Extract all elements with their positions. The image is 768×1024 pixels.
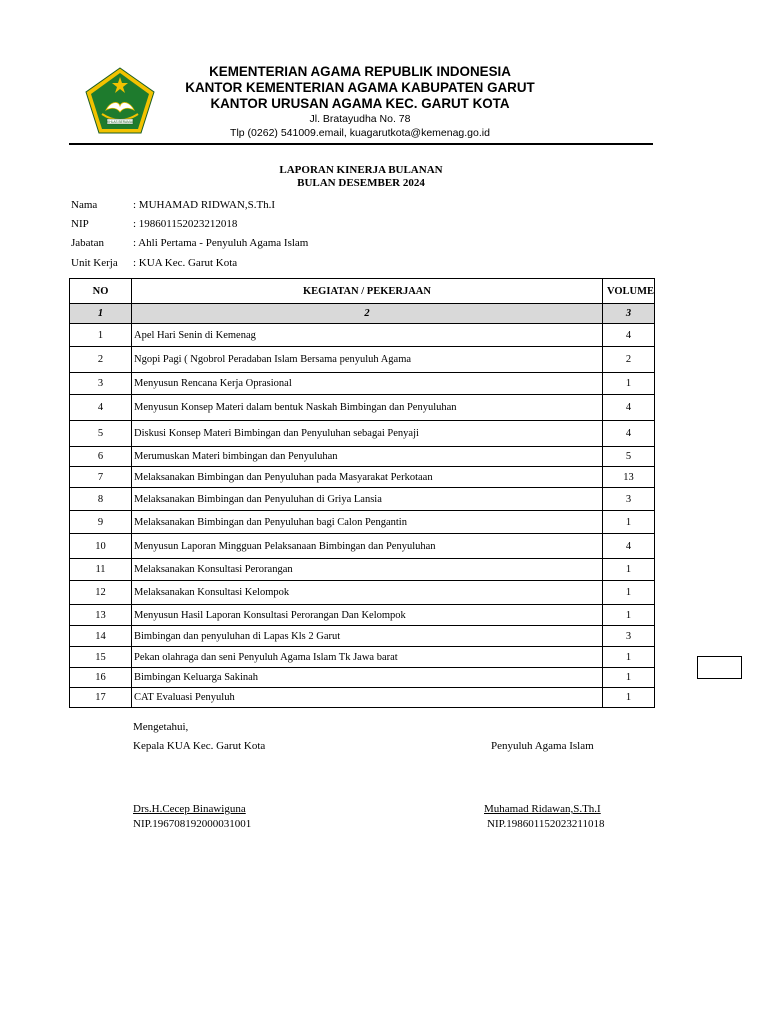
table-row — [70, 347, 655, 373]
row-no: 6 — [70, 447, 132, 467]
identity-value: : Ahli Pertama - Penyuluh Agama Islam — [133, 237, 309, 249]
identity-label: Unit Kerja — [71, 257, 118, 269]
row-volume: 1 — [603, 668, 655, 688]
identity-label: NIP — [71, 218, 89, 230]
row-volume: 2 — [603, 347, 655, 373]
row-kegiatan: Bimbingan Keluarga Sakinah — [132, 668, 603, 688]
logo-caption: IKHLAS BERAMAL — [106, 120, 134, 124]
row-volume: 4 — [603, 324, 655, 347]
row-kegiatan: Menyusun Konsep Materi dalam bentuk Naskah Bimbingan dan Penyuluhan — [132, 395, 603, 421]
row-volume: 5 — [603, 447, 655, 467]
row-no: 5 — [70, 421, 132, 447]
header-volume: VOLUME — [603, 279, 655, 304]
row-volume: 1 — [603, 581, 655, 605]
letterhead — [160, 64, 560, 140]
row-kegiatan: CAT Evaluasi Penyuluh — [132, 688, 603, 708]
right-signatory-role: Penyuluh Agama Islam — [491, 740, 594, 752]
identity-value: : KUA Kec. Garut Kota — [133, 257, 238, 269]
row-volume: 1 — [603, 373, 655, 395]
empty-cell — [697, 656, 742, 679]
row-kegiatan: Apel Hari Senin di Kemenag — [132, 324, 603, 347]
row-no: 1 — [70, 324, 132, 347]
header-no: NO — [70, 279, 132, 304]
report-period: BULAN DESEMBER 2024 — [297, 177, 425, 189]
row-no: 7 — [70, 467, 132, 488]
row-no: 4 — [70, 395, 132, 421]
row-kegiatan: Menyusun Hasil Laporan Konsultasi Perorangan Dan Kelompok — [132, 605, 603, 626]
row-no: 9 — [70, 511, 132, 534]
identity-value: : 198601152023212018 — [133, 218, 238, 230]
table-row — [70, 534, 655, 559]
row-no: 12 — [70, 581, 132, 605]
header-kegiatan: KEGIATAN / PEKERJAAN — [132, 279, 603, 304]
row-volume: 3 — [603, 488, 655, 511]
office-address: Jl. Bratayudha No. 78 — [309, 113, 411, 125]
table-row — [70, 421, 655, 447]
row-no: 3 — [70, 373, 132, 395]
column-number: 3 — [603, 304, 655, 324]
right-signatory-nip: NIP.198601152023211018 — [487, 818, 605, 830]
table-row — [70, 581, 655, 605]
row-volume: 4 — [603, 395, 655, 421]
row-volume: 1 — [603, 605, 655, 626]
table-row — [70, 626, 655, 647]
identity-value: : MUHAMAD RIDWAN,S.Th.I — [133, 199, 276, 211]
row-no: 10 — [70, 534, 132, 559]
row-kegiatan: Menyusun Rencana Kerja Oprasional — [132, 373, 603, 395]
row-volume: 13 — [603, 467, 655, 488]
table-row — [70, 668, 655, 688]
row-no: 14 — [70, 626, 132, 647]
row-kegiatan: Bimbingan dan penyuluhan di Lapas Kls 2 Garut — [132, 626, 603, 647]
identity-label: Jabatan — [71, 237, 104, 249]
row-no: 16 — [70, 668, 132, 688]
table-row — [70, 647, 655, 668]
left-signatory-name: Drs.H.Cecep Binawiguna — [133, 803, 246, 815]
kua-office: KANTOR URUSAN AGAMA KEC. GARUT KOTA — [210, 96, 510, 111]
left-signatory-nip: NIP.196708192000031001 — [133, 818, 252, 830]
table-row — [70, 324, 655, 347]
row-volume: 1 — [603, 511, 655, 534]
table-header-row — [70, 279, 655, 304]
table-row — [70, 488, 655, 511]
identity-label: Nama — [71, 199, 98, 211]
row-kegiatan: Diskusi Konsep Materi Bimbingan dan Penyuluhan sebagai Penyaji — [132, 421, 603, 447]
row-kegiatan: Melaksanakan Konsultasi Kelompok — [132, 581, 603, 605]
row-kegiatan: Melaksanakan Bimbingan dan Penyuluhan bagi Calon Pengantin — [132, 511, 603, 534]
column-number: 2 — [132, 304, 603, 324]
acknowledged-label: Mengetahui, — [133, 721, 189, 733]
row-kegiatan: Menyusun Laporan Mingguan Pelaksanaan Bimbingan dan Penyuluhan — [132, 534, 603, 559]
ministry-name: KEMENTERIAN AGAMA REPUBLIK INDONESIA — [209, 64, 511, 79]
table-row — [70, 688, 655, 708]
row-volume: 4 — [603, 421, 655, 447]
table-row — [70, 373, 655, 395]
row-no: 17 — [70, 688, 132, 708]
row-kegiatan: Melaksanakan Konsultasi Perorangan — [132, 559, 603, 581]
row-no: 13 — [70, 605, 132, 626]
kemenag-logo — [84, 66, 156, 136]
row-kegiatan: Melaksanakan Bimbingan dan Penyuluhan di Griya Lansia — [132, 488, 603, 511]
table-row — [70, 467, 655, 488]
table-row — [70, 395, 655, 421]
row-kegiatan: Melaksanakan Bimbingan dan Penyuluhan pada Masyarakat Perkotaan — [132, 467, 603, 488]
regency-office: KANTOR KEMENTERIAN AGAMA KABUPATEN GARUT — [185, 80, 535, 95]
row-kegiatan: Pekan olahraga dan seni Penyuluh Agama Islam Tk Jawa barat — [132, 647, 603, 668]
table-row — [70, 605, 655, 626]
right-signatory-name: Muhamad Ridawan,S.Th.I — [484, 803, 601, 815]
report-title: LAPORAN KINERJA BULANAN — [279, 164, 443, 176]
row-kegiatan: Ngopi Pagi ( Ngobrol Peradaban Islam Bersama penyuluh Agama — [132, 347, 603, 373]
row-volume: 4 — [603, 534, 655, 559]
column-number-row — [70, 304, 655, 324]
row-no: 8 — [70, 488, 132, 511]
table-row — [70, 447, 655, 467]
column-number: 1 — [70, 304, 132, 324]
activity-table — [69, 278, 655, 708]
left-signatory-role: Kepala KUA Kec. Garut Kota — [133, 740, 266, 752]
table-row — [70, 511, 655, 534]
row-volume: 1 — [603, 647, 655, 668]
row-volume: 3 — [603, 626, 655, 647]
office-contact: Tlp (0262) 541009.email, kuagarutkota@kemenag.go.id — [230, 127, 490, 139]
row-no: 2 — [70, 347, 132, 373]
row-volume: 1 — [603, 688, 655, 708]
row-no: 15 — [70, 647, 132, 668]
letterhead-divider — [69, 143, 653, 145]
row-volume: 1 — [603, 559, 655, 581]
table-row — [70, 559, 655, 581]
row-no: 11 — [70, 559, 132, 581]
row-kegiatan: Merumuskan Materi bimbingan dan Penyuluhan — [132, 447, 603, 467]
